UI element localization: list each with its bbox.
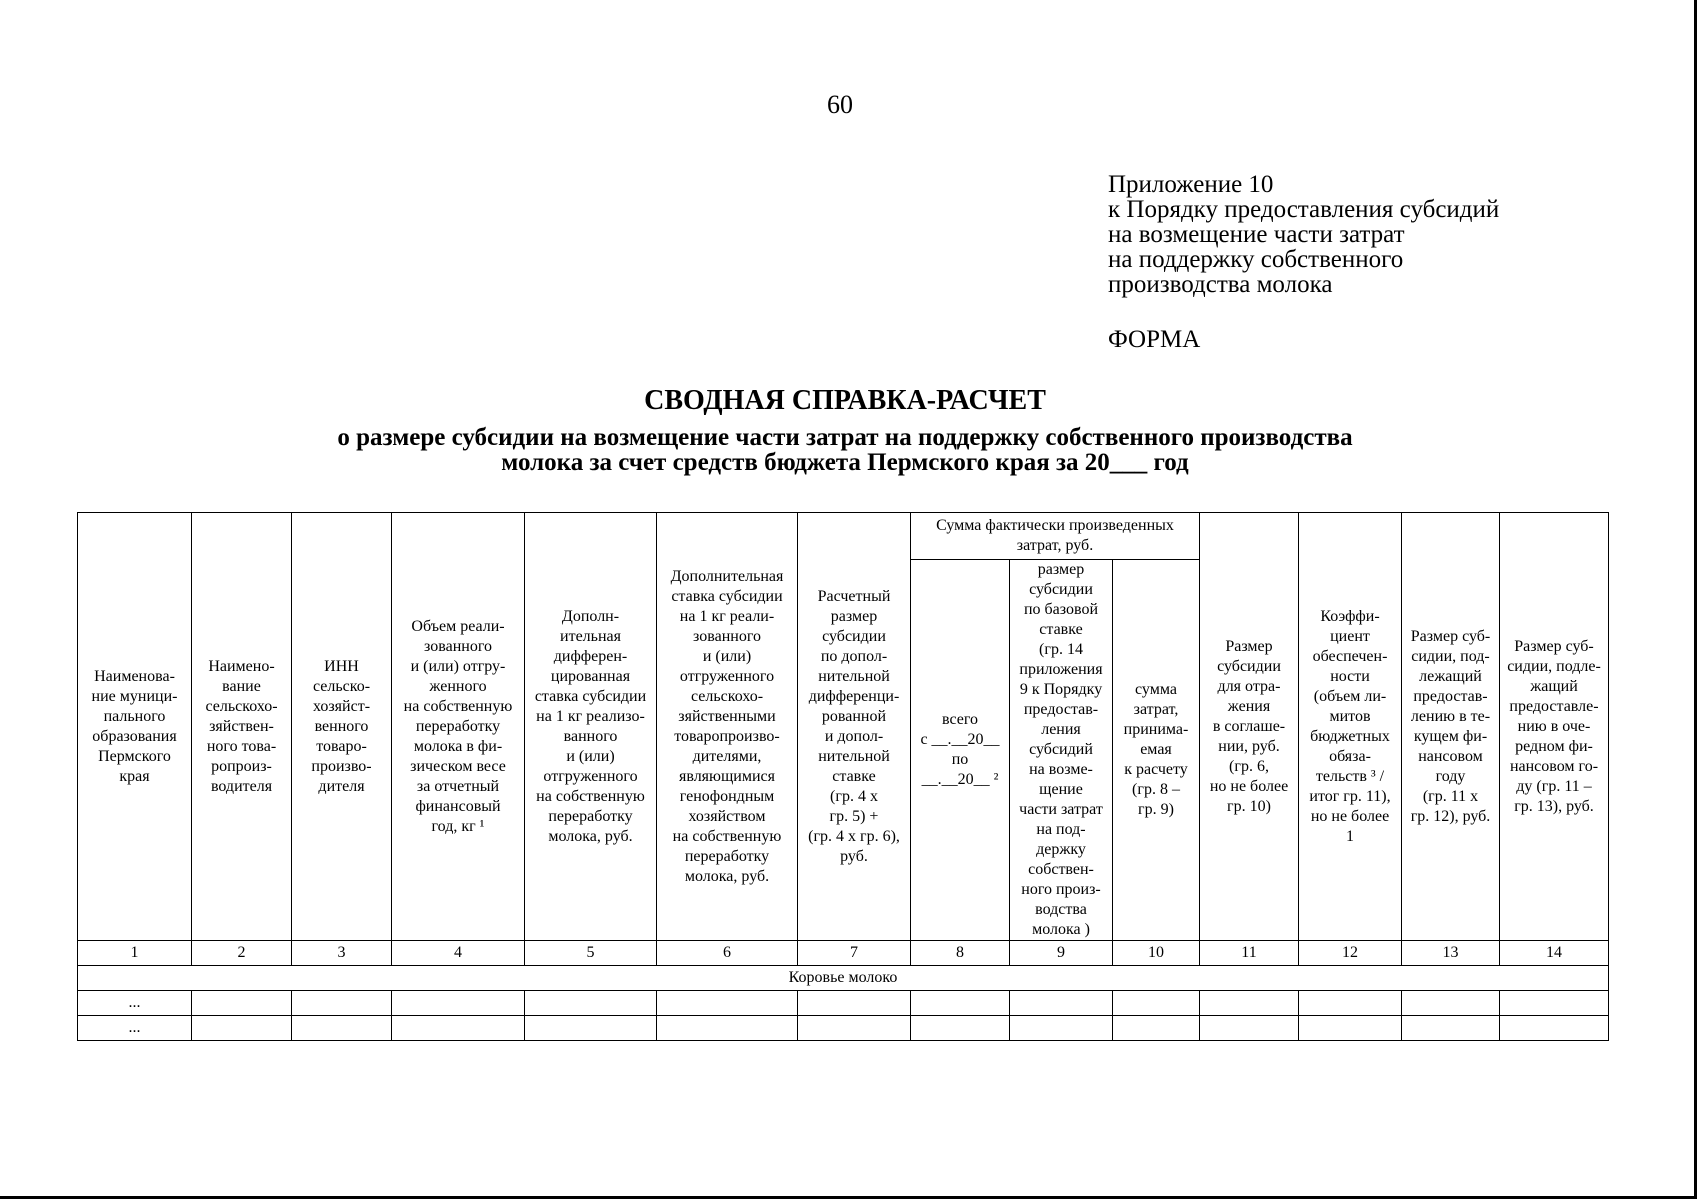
col-header-coefficient: Коэффи- циент обеспечен- ности (объем ли- митов бюджетных обяза- тельств ³ / итог гр. 11), но не более 1	[1299, 513, 1402, 941]
table-cell	[1299, 1016, 1402, 1041]
column-number: 14	[1500, 941, 1609, 966]
table-cell	[1200, 991, 1299, 1016]
table-cell: ...	[78, 991, 192, 1016]
table-cell	[1299, 991, 1402, 1016]
table-cell	[798, 991, 911, 1016]
appendix-block	[1108, 172, 1499, 297]
col-header-cost-sum: сумма затрат, принима- емая к расчету (гр. 8 – гр. 9)	[1113, 560, 1200, 941]
column-number: 2	[192, 941, 292, 966]
appendix-line: производства молока	[1108, 271, 1333, 298]
col-header-agreement-subsidy: Размер субсидии для отра- жения в соглаше- нии, руб. (гр. 6, но не более гр. 10)	[1200, 513, 1299, 941]
table-cell	[1402, 1016, 1500, 1041]
col-header-inn: ИНН сельско- хозяйст- венного товаро- произво- дителя	[292, 513, 392, 941]
table-cell	[1010, 991, 1113, 1016]
column-number: 4	[392, 941, 525, 966]
table-cell	[292, 1016, 392, 1041]
col-header-volume: Объем реали- зованного и (или) отгру- женного на собственную переработку молока в фи- зическом весе за отчетный финансовый год, кг ¹	[392, 513, 525, 941]
table-cell	[192, 1016, 292, 1041]
appendix-line: Приложение 10	[1108, 171, 1274, 198]
column-number: 12	[1299, 941, 1402, 966]
col-header-municipality: Наименова- ние муници- пального образования Пермского края	[78, 513, 192, 941]
table-cell	[1113, 991, 1200, 1016]
table-cell	[1500, 991, 1609, 1016]
column-number: 6	[657, 941, 798, 966]
col-header-producer-name: Наимено- вание сельскохо- зяйствен- ного това- ропроиз- водителя	[192, 513, 292, 941]
table-cell	[657, 991, 798, 1016]
column-number: 5	[525, 941, 657, 966]
page-number: 60	[827, 90, 853, 119]
column-numbers-row	[78, 941, 1609, 966]
subtitle-line-2: молока за счет средств бюджета Пермского края за 20___ год	[501, 449, 1189, 476]
table-cell	[911, 1016, 1010, 1041]
form-label: ФОРМА	[1108, 326, 1201, 353]
col-header-diff-rate: Дополн- ительная дифферен- цированная ставка субсидии на 1 кг реализо- ванного и (или) отгруженного на собственную переработку молока, руб.	[525, 513, 657, 941]
table-cell	[392, 1016, 525, 1041]
document-subtitle	[0, 425, 1690, 475]
table-cell	[292, 991, 392, 1016]
appendix-line: на возмещение части затрат	[1108, 221, 1405, 248]
table-cell	[911, 991, 1010, 1016]
col-header-total: всего с __.__20__ по __.__20__ ²	[911, 560, 1010, 941]
appendix-line: на поддержку собственного	[1108, 246, 1404, 273]
table-cell	[1010, 1016, 1113, 1041]
table-row	[78, 991, 1609, 1016]
column-number: 10	[1113, 941, 1200, 966]
subtitle-line-1: о размере субсидии на возмещение части затрат на поддержку собственного производства	[337, 424, 1353, 451]
table-cell	[525, 991, 657, 1016]
col-header-current-year: Размер суб- сидии, под- лежащий предостав- лению в те- кущем фи- нансовом году (гр. 11 х гр. 12), руб.	[1402, 513, 1500, 941]
table-cell	[798, 1016, 911, 1041]
table-cell	[392, 991, 525, 1016]
calculation-table	[77, 512, 1609, 1041]
col-header-group-costs: Сумма фактически произведенных затрат, руб.	[911, 513, 1200, 560]
section-label: Коровье молоко	[78, 966, 1609, 991]
header-row	[78, 513, 1609, 560]
column-number: 11	[1200, 941, 1299, 966]
column-number: 7	[798, 941, 911, 966]
column-number: 3	[292, 941, 392, 966]
table-cell: ...	[78, 1016, 192, 1041]
col-header-additional-rate: Дополнительная ставка субсидии на 1 кг реали- зованного и (или) отгруженного сельскохо- зяйственными товаропроизво- дителями, являющимися генофондным хозяйством на собственную переработку молока, руб.	[657, 513, 798, 941]
table-cell	[1113, 1016, 1200, 1041]
col-header-next-year: Размер суб- сидии, подле- жащий предоставле- нию в оче- редном фи- нансовом го- ду (гр. 11 – гр. 13), руб.	[1500, 513, 1609, 941]
table-cell	[1500, 1016, 1609, 1041]
table-cell	[525, 1016, 657, 1041]
table-cell	[1402, 991, 1500, 1016]
table-cell	[657, 1016, 798, 1041]
table-cell	[1200, 1016, 1299, 1041]
col-header-calculated-subsidy: Расчетный размер субсидии по допол- нительной дифференци- рованной и допол- нительной ставке (гр. 4 х гр. 5) + (гр. 4 х гр. 6), руб.	[798, 513, 911, 941]
column-number: 9	[1010, 941, 1113, 966]
document-title: СВОДНАЯ СПРАВКА-РАСЧЕТ	[644, 385, 1046, 416]
section-row	[78, 966, 1609, 991]
table-cell	[192, 991, 292, 1016]
column-number: 8	[911, 941, 1010, 966]
appendix-line: к Порядку предоставления субсидий	[1108, 196, 1500, 223]
table-row	[78, 1016, 1609, 1041]
column-number: 13	[1402, 941, 1500, 966]
col-header-base-rate: размер субсидии по базовой ставке (гр. 14 приложения 9 к Порядку предостав- ления субсидий на возме- щение части затрат на под- держку собствен- ного произ- водства молока )	[1010, 560, 1113, 941]
column-number: 1	[78, 941, 192, 966]
